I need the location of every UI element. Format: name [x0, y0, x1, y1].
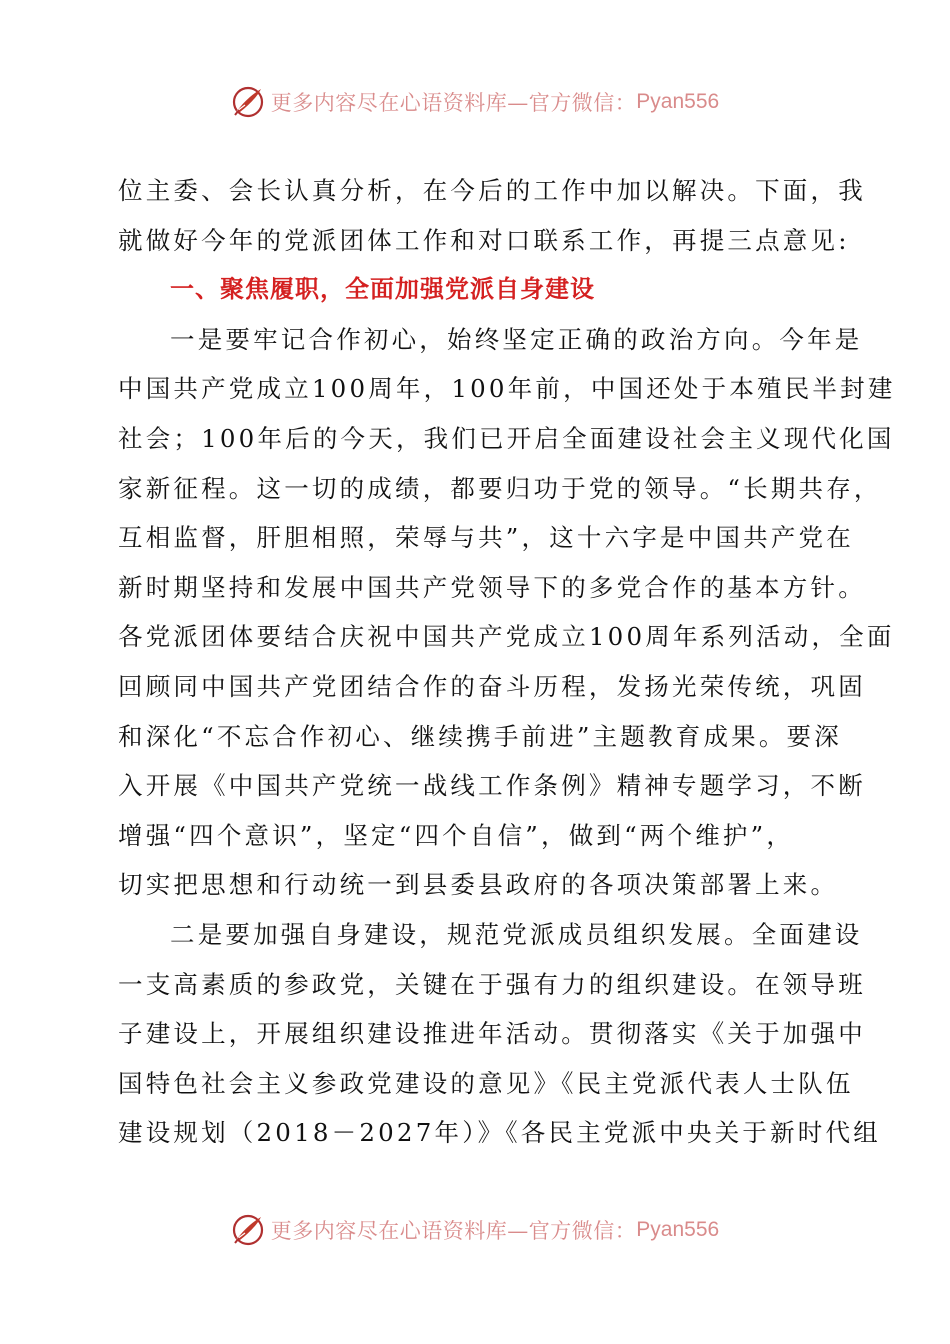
text-line: 就做好今年的党派团体工作和对口联系工作，再提三点意见:: [118, 225, 850, 255]
text-line: 和深化“不忘合作初心、继续携手前进”主题教育成果。要深: [118, 721, 842, 751]
quill-pen-logo-icon: [231, 1213, 265, 1247]
text-line: 回顾同中国共产党团结合作的奋斗历程，发扬光荣传统，巩固: [118, 671, 866, 701]
text-line: 中国共产党成立100周年，100年前，中国还处于本殖民半封建: [118, 374, 896, 404]
text-line: 切实把思想和行动统一到县委县政府的各项决策部署上来。: [118, 870, 839, 900]
text-line: 位主委、会长认真分析，在今后的工作中加以解决。下面，我: [118, 176, 866, 205]
text-line: 互相监督，肝胆相照，荣辱与共”，这十六字是中国共产党在: [118, 523, 854, 553]
text-line: 家新征程。这一切的成绩，都要归功于党的领导。“长期共存，: [118, 473, 882, 503]
section-heading: 一、聚焦履职，全面加强党派自身建设: [170, 275, 595, 304]
text-line: 增强“四个意识”，坚定“四个自信”，做到“两个维护”，: [118, 820, 795, 850]
banner-text: 更多内容尽在心语资料库—官方微信：: [270, 1219, 637, 1243]
quill-pen-logo-icon: [231, 85, 265, 119]
text-line: 子建设上，开展组织建设推进年活动。贯彻落实《关于加强中: [118, 1019, 866, 1049]
header-banner: [0, 82, 950, 122]
text-line: 国特色社会主义参政党建设的意见》《民主党派代表人士队伍: [118, 1068, 854, 1098]
text-line: 一支高素质的参政党，关键在于强有力的组织建设。在领导班: [118, 969, 866, 999]
document-body: [118, 166, 896, 1158]
footer-banner: [0, 1210, 950, 1250]
text-line: 社会；100年后的今天，我们已开启全面建设社会主义现代化国: [118, 423, 895, 453]
paragraph-start: 一是要牢记合作初心，始终坚定正确的政治方向。今年是: [170, 324, 863, 354]
text-line: 入开展《中国共产党统一战线工作条例》精神专题学习，不断: [118, 771, 866, 801]
banner-text: 更多内容尽在心语资料库—官方微信：: [270, 91, 637, 115]
text-line: 新时期坚持和发展中国共产党领导下的多党合作的基本方针。: [118, 572, 866, 602]
paragraph-start: 二是要加强自身建设，规范党派成员组织发展。全面建设: [170, 919, 863, 949]
text-line: 建设规划（2018－2027年）》《各民主党派中央关于新时代组: [118, 1118, 881, 1148]
banner-wechat-id: Pyan556: [636, 90, 720, 113]
banner-wechat-id: Pyan556: [636, 1218, 720, 1241]
text-line: 各党派团体要结合庆祝中国共产党成立100周年系列活动，全面: [118, 622, 895, 652]
